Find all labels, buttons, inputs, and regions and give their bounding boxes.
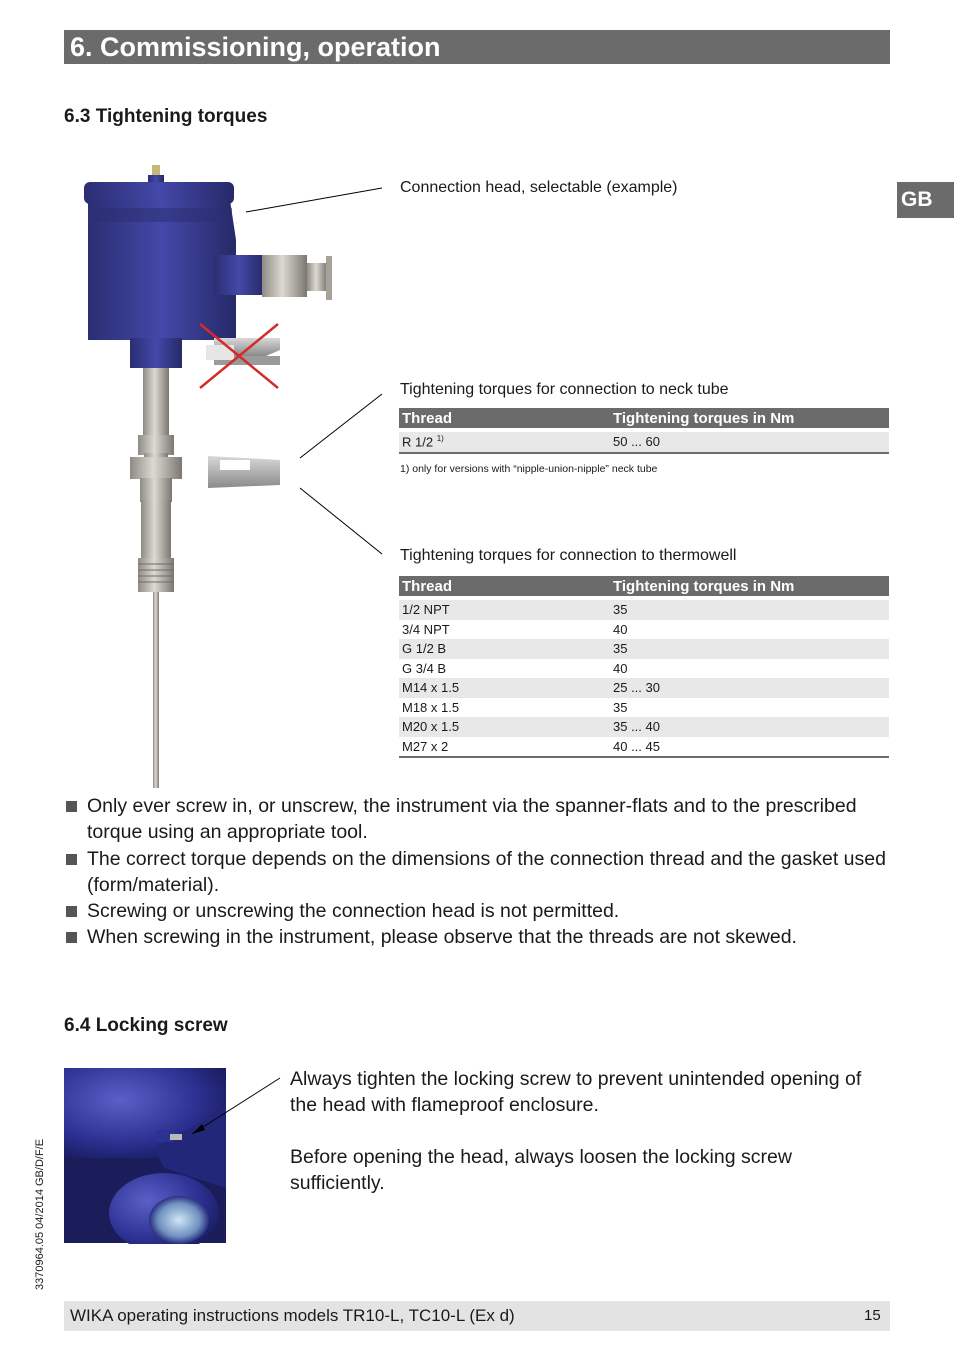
thermowell-caption: Tightening torques for connection to thermowell: [400, 547, 737, 564]
neck-tube-footnote: 1) only for versions with “nipple-union-nipple” neck tube: [400, 463, 658, 475]
footer-text: WIKA operating instructions models TR10-L, TC10-L (Ex d): [70, 1306, 515, 1325]
torque-cell: 40: [613, 660, 628, 676]
list-item: Screwing or unscrewing the connection head is not permitted.: [64, 898, 890, 924]
page-number: 15: [864, 1307, 881, 1324]
table-row: [399, 620, 889, 640]
thread-cell: R 1/2 $^{1)}$: [399, 432, 610, 453]
locking-screw-photo: [64, 1068, 294, 1244]
language-tab: GB: [897, 182, 954, 218]
torque-cell: 40 ... 45: [613, 738, 660, 754]
torque-cell: 35 ... 40: [610, 717, 889, 737]
bullet-square-icon: [66, 932, 77, 943]
document-code: 3370964.05 04/2014 GB/D/F/E: [34, 1138, 46, 1290]
bullet-square-icon: [66, 854, 77, 865]
torque-cell: 35: [613, 699, 628, 715]
footnote-mark: 1): [436, 434, 444, 444]
torque-cell: 35: [610, 600, 889, 620]
thread-cell: 1/2 NPT: [399, 600, 610, 620]
thread-cell: G 3/4 B: [402, 660, 447, 676]
column-header-thread: Thread: [399, 576, 610, 596]
thread-cell: M27 x 2: [402, 738, 449, 754]
table-row: [399, 639, 889, 659]
callout-connection-head: Connection head, selectable (example): [400, 179, 678, 196]
chapter-title: 6. Commissioning, operation: [70, 32, 441, 62]
bullet-square-icon: [66, 906, 77, 917]
locking-screw-paragraph-2: Before opening the head, always loosen the locking screw sufficiently.: [290, 1146, 792, 1195]
column-header-thread: Thread: [399, 408, 610, 428]
torque-cell: 50 ... 60: [610, 432, 889, 453]
thread-cell: M20 x 1.5: [399, 717, 610, 737]
thread-cell: G 1/2 B: [399, 639, 610, 659]
table-row: [399, 600, 889, 620]
thread-cell: 3/4 NPT: [402, 621, 450, 637]
table-row: [399, 659, 889, 679]
thread-cell: M14 x 1.5: [399, 678, 610, 698]
thread-cell: M18 x 1.5: [402, 699, 460, 715]
table-row: [399, 678, 889, 698]
torque-cell: 25 ... 30: [610, 678, 889, 698]
instruction-list: [64, 793, 890, 951]
column-header-torque: Tightening torques in Nm: [610, 408, 889, 428]
table-row: [399, 432, 889, 453]
table-row: [399, 698, 889, 718]
torque-cell: 40: [613, 621, 628, 637]
list-item: When screwing in the instrument, please observe that the threads are not skewed.: [64, 924, 890, 950]
section-title-tightening-torques: 6.3 Tightening torques: [64, 106, 268, 127]
section-title-locking-screw: 6.4 Locking screw: [64, 1015, 228, 1036]
instrument-illustration: [64, 160, 394, 792]
torque-cell: 35: [610, 639, 889, 659]
bullet-square-icon: [66, 801, 77, 812]
locking-screw-paragraph-1: Always tighten the locking screw to prevent unintended opening of the head with flameproof enclosure.: [290, 1068, 862, 1117]
list-item: The correct torque depends on the dimensions of the connection thread and the gasket used (form/material).: [64, 846, 890, 899]
column-header-torque: Tightening torques in Nm: [610, 576, 889, 596]
table-row: [399, 717, 889, 737]
neck-tube-torque-table: [399, 408, 889, 454]
table-row: [399, 737, 889, 758]
neck-tube-caption: Tightening torques for connection to neck tube: [400, 381, 729, 398]
list-item: Only ever screw in, or unscrew, the instrument via the spanner-flats and to the prescribed torque using an appropriate tool.: [64, 793, 890, 846]
thermowell-torque-table: [399, 576, 889, 758]
